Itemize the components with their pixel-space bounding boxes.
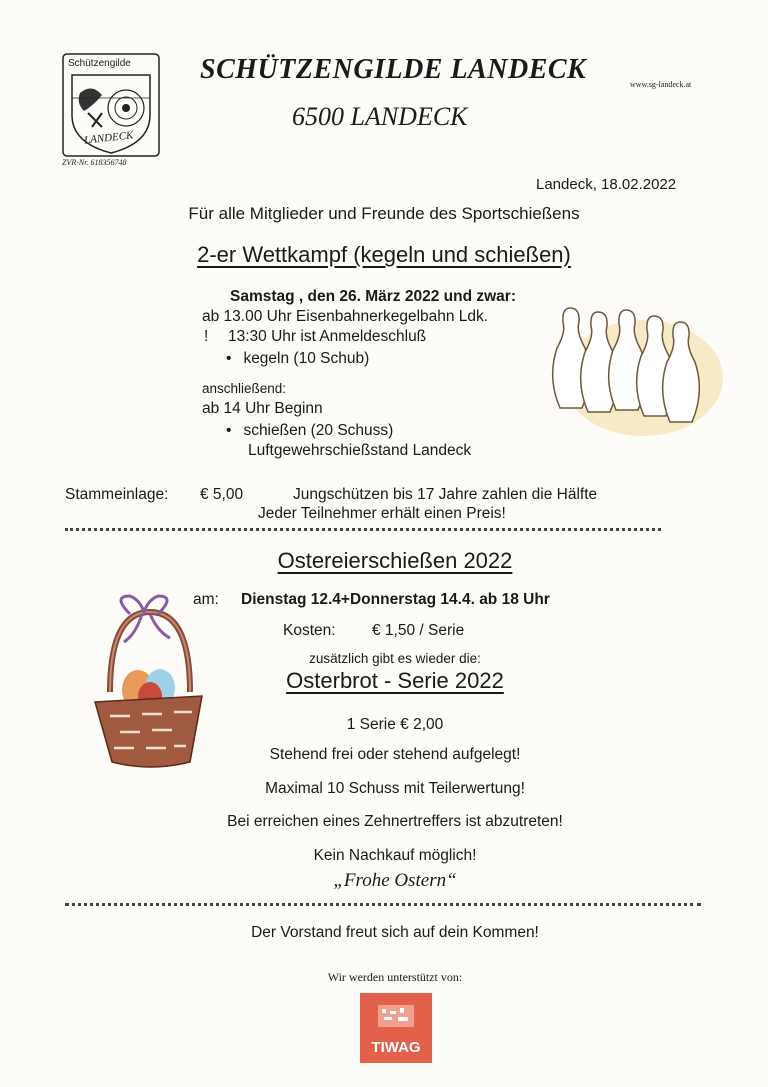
schiessen-bullet: • schießen (20 Schuss) [226,420,393,442]
ostern-heading: Ostereierschießen 2022 [277,548,513,573]
sponsor-label: Wir werden unterstützt von: [327,970,463,984]
preis-line: Jeder Teilnehmer erhält einen Preis! [258,505,506,522]
beginn-line: ab 14 Uhr Beginn [202,400,323,417]
intro-line: Für alle Mitglieder und Freunde des Sportschießens [188,204,580,223]
wettkampf-heading: 2-er Wettkampf (kegeln und schießen) [197,242,571,267]
zvr-number: ZVR-Nr. 618356748 [62,158,127,167]
rule-zehner: Bei erreichen eines Zehnertreffers ist abzutreten! [227,813,563,830]
ostern-dates: Dienstag 12.4+Donnerstag 14.4. ab 18 Uhr [241,591,550,608]
vorstand-line: Der Vorstand freut sich auf dein Kommen! [251,924,539,941]
letter-date: Landeck, 18.02.2022 [536,176,677,193]
anmelde-mark: ! [204,328,209,345]
sponsor-name: TIWAG [371,1039,421,1056]
divider-bottom [65,903,701,906]
ostern-am-label: am: [193,591,219,608]
rule-stehend: Stehend frei oder stehend aufgelegt! [269,746,521,763]
logo-text-top: Schützengilde [68,58,131,69]
rule-maximal: Maximal 10 Schuss mit Teilerwertung! [265,780,525,797]
bowling-pins-illustration [548,298,723,438]
zusaetzlich-line: zusätzlich gibt es wieder die: [309,651,481,666]
osterbrot-heading: Osterbrot - Serie 2022 [286,668,504,693]
kegeln-bullet: • kegeln (10 Schub) [226,348,369,370]
rule-nachkauf: Kein Nachkauf möglich! [313,847,477,864]
wettkampf-date: Samstag , den 26. März 2022 und zwar: [230,288,516,305]
serie-price: 1 Serie € 2,00 [346,716,444,733]
page-title: SCHÜTZENGILDE LANDECK [200,54,587,85]
website-url[interactable]: www.sg-landeck.at [630,80,692,89]
divider-top [65,528,661,531]
stammeinlage-label: Stammeinlage: [65,486,169,503]
anmelde-line: 13:30 Uhr ist Anmeldeschluß [228,328,427,345]
stammeinlage-value: € 5,00 [200,486,244,503]
kegelbahn-line: ab 13.00 Uhr Eisenbahnerkegelbahn Ldk. [202,308,489,325]
jungschuetzen-line: Jungschützen bis 17 Jahre zahlen die Hälfte [293,486,598,503]
tiwag-logo [360,993,432,1063]
city-heading: 6500 LANDECK [292,102,468,131]
anschliessend-label: anschließend: [202,381,287,396]
kosten-label: Kosten: [283,622,336,639]
logo-text-bottom: LANDECK [83,129,135,147]
easter-greeting: „Frohe Ostern“ [333,870,457,891]
kosten-value: € 1,50 / Serie [372,622,465,639]
schiessstand-line: Luftgewehrschießstand Landeck [248,442,472,459]
